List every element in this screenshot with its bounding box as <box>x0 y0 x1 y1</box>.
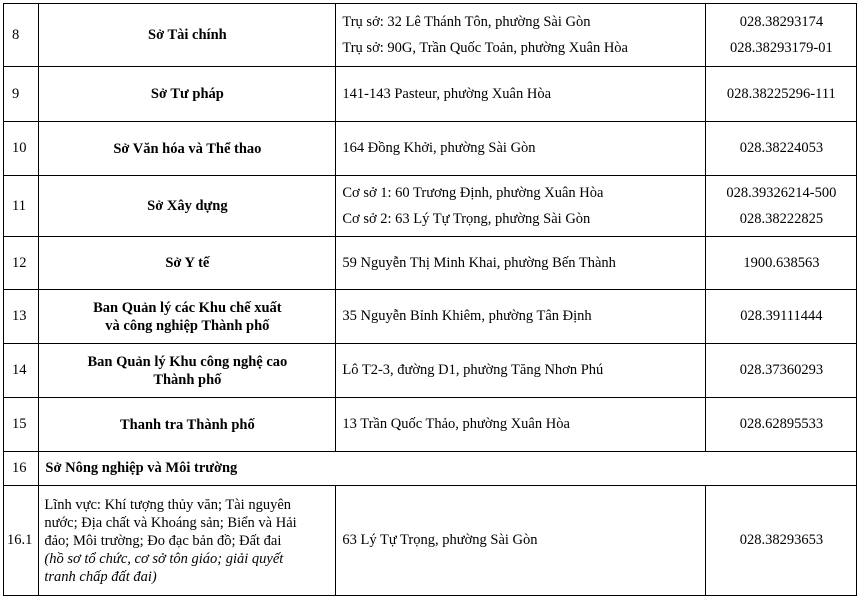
agency-name-line: Thành phố <box>153 371 222 388</box>
agency-phone: 028.39111444 <box>706 290 857 344</box>
table-row <box>4 176 857 237</box>
agency-directory-table <box>3 3 857 596</box>
agency-name <box>39 290 336 344</box>
phone-line: 028.38293179-01 <box>730 40 833 56</box>
phone-line: 028.38222825 <box>739 211 824 227</box>
agency-name: Sở Tài chính <box>39 4 336 67</box>
row-number: 16 <box>4 452 39 486</box>
phone-line: 028.38293174 <box>739 14 824 30</box>
address-line: Cơ sở 1: 60 Trương Định, phường Xuân Hòa <box>342 185 604 201</box>
description-note: tranh chấp đất đai) <box>44 568 157 585</box>
agency-address: 141-143 Pasteur, phường Xuân Hòa <box>336 67 706 122</box>
row-number: 9 <box>4 67 39 122</box>
agency-phone: 028.38224053 <box>706 122 857 176</box>
row-number: 13 <box>4 290 39 344</box>
address-line: Trụ sở: 90G, Trần Quốc Toản, phường Xuân Hòa <box>342 40 628 56</box>
row-number: 14 <box>4 344 39 398</box>
row-number: 11 <box>4 176 39 237</box>
agency-name: Thanh tra Thành phố <box>39 398 336 452</box>
agency-address <box>336 176 706 237</box>
agency-address: 63 Lý Tự Trọng, phường Sài Gòn <box>336 486 706 596</box>
row-number: 15 <box>4 398 39 452</box>
row-number: 16.1 <box>4 486 39 596</box>
table-row <box>4 237 857 290</box>
agency-name: Sở Tư pháp <box>39 67 336 122</box>
agency-name: Sở Xây dựng <box>39 176 336 237</box>
agency-name <box>39 344 336 398</box>
agency-phone: 028.37360293 <box>706 344 857 398</box>
agency-name: Sở Y tế <box>39 237 336 290</box>
description-note: (hồ sơ tổ chức, cơ sở tôn giáo; giải quyết <box>44 550 284 567</box>
section-title: Sở Nông nghiệp và Môi trường <box>39 452 857 486</box>
row-number: 12 <box>4 237 39 290</box>
section-row <box>4 452 857 486</box>
agency-address <box>336 4 706 67</box>
field-description <box>39 486 336 596</box>
address-line: Cơ sở 2: 63 Lý Tự Trọng, phường Sài Gòn <box>342 211 591 227</box>
address-line: Trụ sở: 32 Lê Thánh Tôn, phường Sài Gòn <box>342 14 591 30</box>
agency-address: 13 Trần Quốc Thảo, phường Xuân Hòa <box>336 398 706 452</box>
agency-phone <box>706 176 857 237</box>
agency-phone: 1900.638563 <box>706 237 857 290</box>
table-row <box>4 344 857 398</box>
table-row <box>4 4 857 67</box>
phone-line: 028.39326214-500 <box>726 185 837 201</box>
agency-name-line: Ban Quản lý các Khu chế xuất <box>93 299 282 316</box>
agency-name-line: Ban Quản lý Khu công nghệ cao <box>87 353 288 370</box>
agency-address: Lô T2-3, đường D1, phường Tăng Nhơn Phú <box>336 344 706 398</box>
agency-phone: 028.62895533 <box>706 398 857 452</box>
table-row <box>4 398 857 452</box>
description-line: đảo; Môi trường; Đo đạc bản đồ; Đất đai <box>44 532 282 549</box>
description-line: nước; Địa chất và Khoáng sản; Biển và Hải <box>44 514 297 531</box>
description-line: Lĩnh vực: Khí tượng thủy văn; Tài nguyên <box>44 496 292 513</box>
row-number: 10 <box>4 122 39 176</box>
agency-address: 35 Nguyễn Bỉnh Khiêm, phường Tân Định <box>336 290 706 344</box>
table-row <box>4 486 857 596</box>
agency-address: 59 Nguyễn Thị Minh Khai, phường Bến Thành <box>336 237 706 290</box>
row-number: 8 <box>4 4 39 67</box>
table-row <box>4 290 857 344</box>
agency-name: Sở Văn hóa và Thể thao <box>39 122 336 176</box>
agency-phone: 028.38225296-111 <box>706 67 857 122</box>
table-row <box>4 67 857 122</box>
agency-name-line: và công nghiệp Thành phố <box>105 317 270 334</box>
table-row <box>4 122 857 176</box>
agency-address: 164 Đồng Khởi, phường Sài Gòn <box>336 122 706 176</box>
agency-phone <box>706 4 857 67</box>
agency-phone: 028.38293653 <box>706 486 857 596</box>
